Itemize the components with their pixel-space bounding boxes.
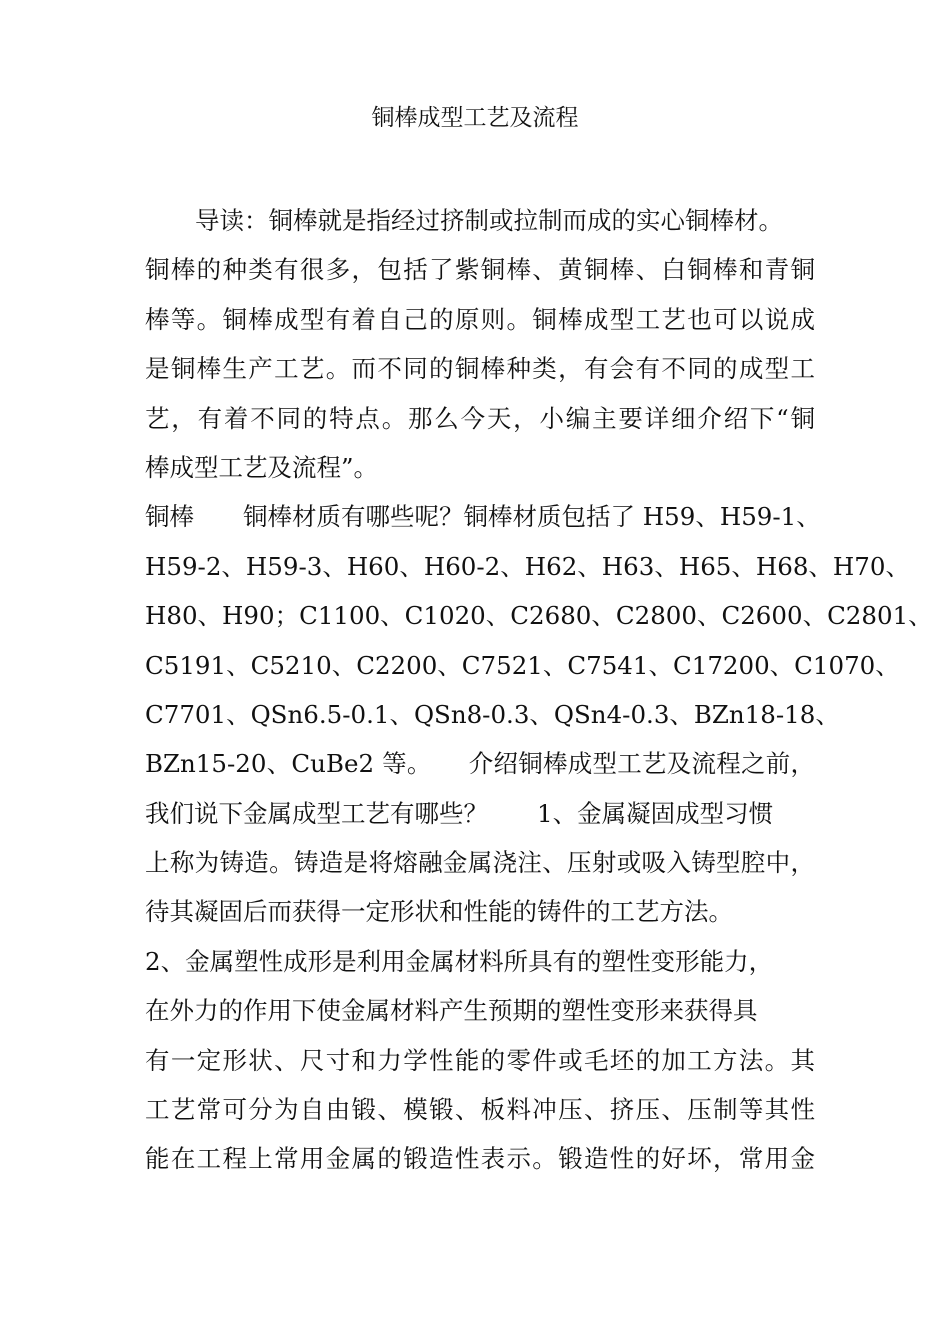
body-line: 棒成型工艺及流程”。: [145, 452, 379, 482]
body-line: 上称为铸造。铸造是将熔融金属浇注、压射或吸入铸型腔中，: [145, 848, 815, 878]
body-line: 铜棒的种类有很多，包括了紫铜棒、黄铜棒、白铜棒和青铜: [145, 255, 815, 285]
body-line: 铜棒 铜棒材质有哪些呢？铜棒材质包括了 H59、H59-1、: [145, 502, 821, 532]
body-line: 艺，有着不同的特点。那么今天，小编主要详细介绍下“铜: [145, 403, 815, 433]
body-line: 在外力的作用下使金属材料产生预期的塑性变形来获得具: [145, 996, 758, 1026]
body-line: 是铜棒生产工艺。而不同的铜棒种类，有会有不同的成型工: [145, 354, 815, 384]
body-line: BZn15-20、CuBe2 等。 介绍铜棒成型工艺及流程之前，: [145, 749, 815, 779]
body-line: 待其凝固后而获得一定形状和性能的铸件的工艺方法。: [145, 897, 733, 927]
document-body: [145, 196, 933, 1184]
body-line: H80、H90；C1100、C1020、C2680、C2800、C2600、C2801、: [145, 601, 933, 631]
body-line: 我们说下金属成型工艺有哪些？ 1、金属凝固成型习惯: [145, 798, 774, 828]
body-line: 能在工程上常用金属的锻造性表示。锻造性的好坏，常用金: [145, 1144, 815, 1174]
body-line: 2、金属塑性成形是利用金属材料所具有的塑性变形能力，: [145, 946, 774, 976]
body-line: H59-2、H59-3、H60、H60-2、H62、H63、H65、H68、H70、: [145, 551, 910, 581]
document-title: 铜棒成型工艺及流程: [371, 105, 579, 131]
body-line: C5191、C5210、C2200、C7521、C7541、C17200、C1070、: [145, 650, 900, 680]
body-line: C7701、QSn6.5-0.1、QSn8-0.3、QSn4-0.3、BZn18-18、: [145, 699, 840, 729]
body-line: 棒等。铜棒成型有着自己的原则。铜棒成型工艺也可以说成: [145, 304, 815, 334]
body-line: 导读：铜棒就是指经过挤制或拉制而成的实心铜棒材。: [195, 206, 783, 235]
body-line: 有一定形状、尺寸和力学性能的零件或毛坯的加工方法。其: [145, 1045, 815, 1075]
body-line: 工艺常可分为自由锻、模锻、板料冲压、挤压、压制等其性: [145, 1095, 815, 1125]
